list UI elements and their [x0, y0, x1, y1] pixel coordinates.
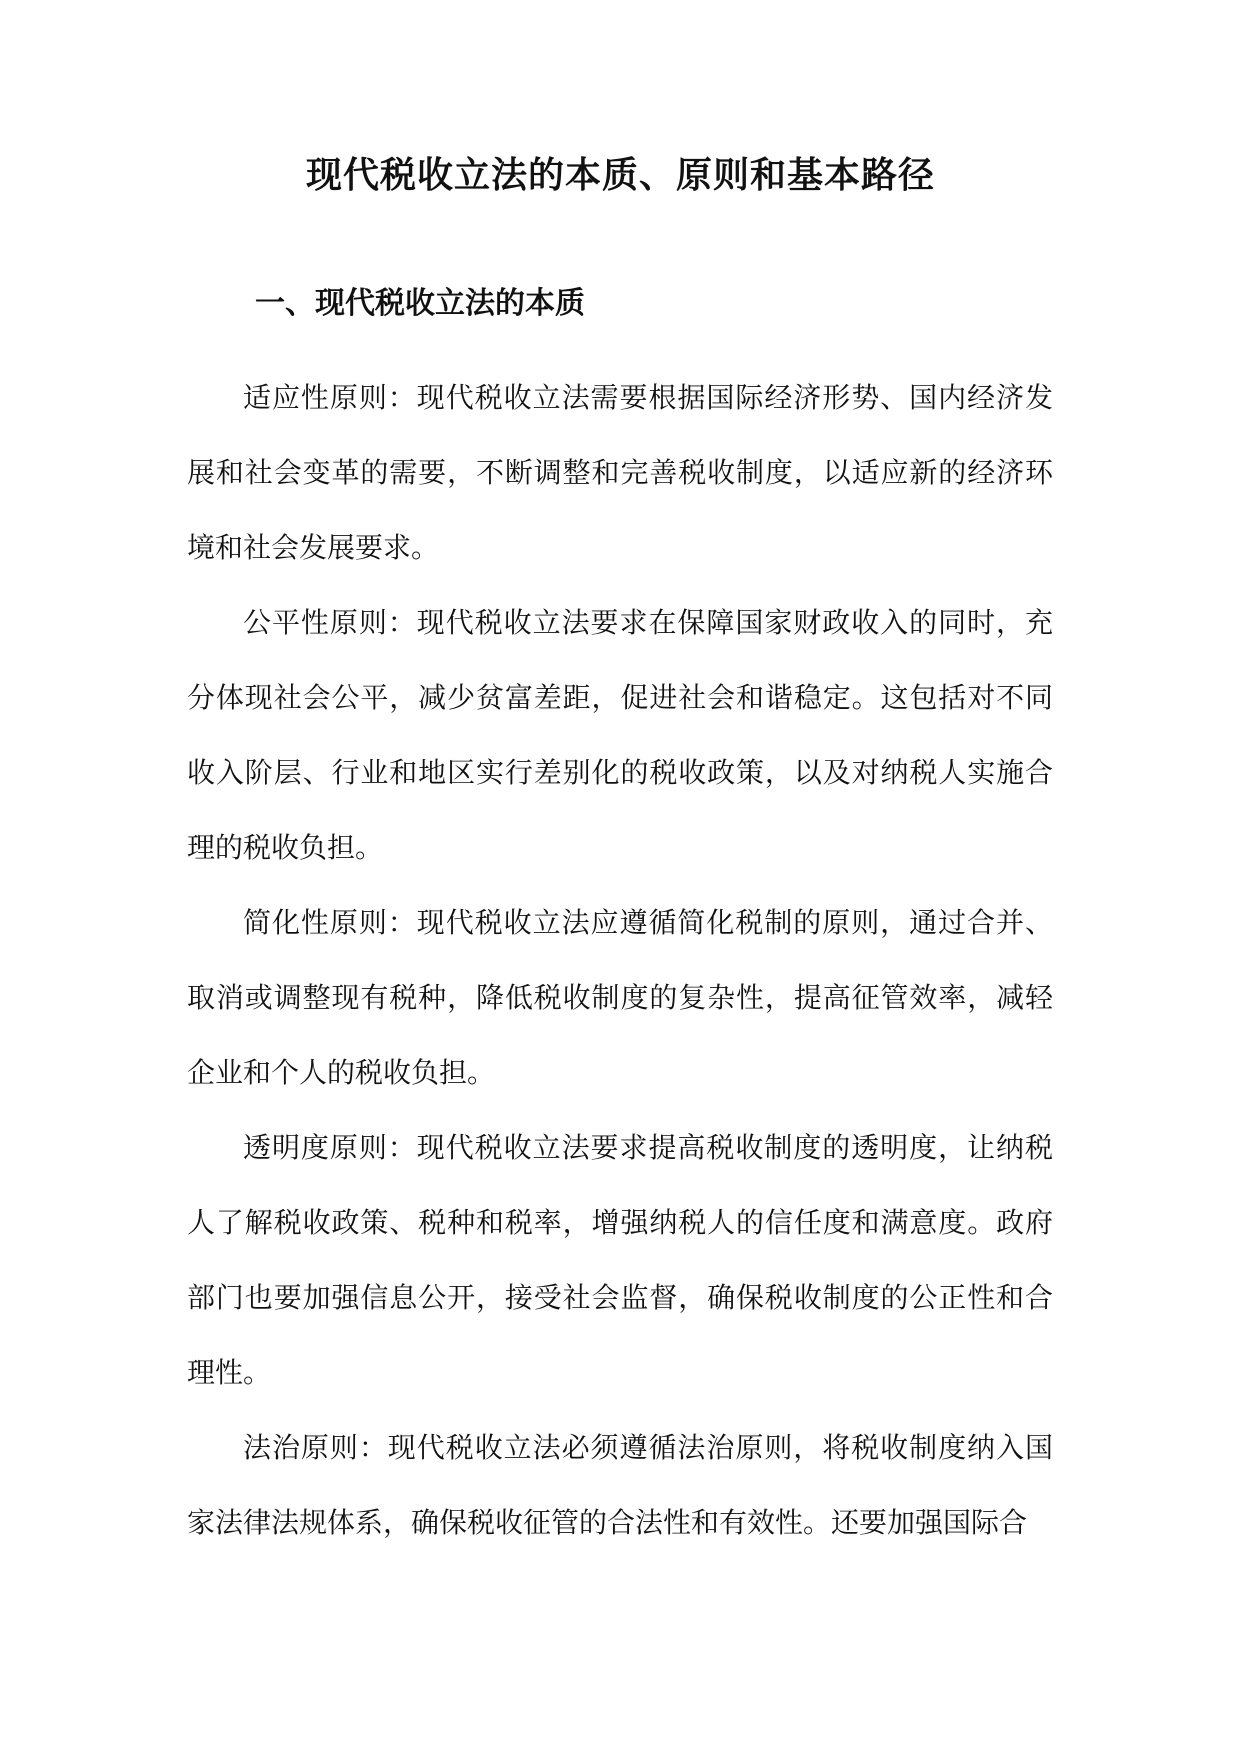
paragraph-simplicity: 简化性原则：现代税收立法应遵循简化税制的原则，通过合并、取消或调整现有税种，降低税收制度的复杂性，提高征管效率，减轻企业和个人的税收负担。	[187, 906, 1053, 1089]
paragraph-adaptability: 适应性原则：现代税收立法需要根据国际经济形势、国内经济发展和社会变革的需要，不断调整和完善税收制度，以适应新的经济环境和社会发展要求。	[187, 381, 1053, 564]
paragraph-fairness: 公平性原则：现代税收立法要求在保障国家财政收入的同时，充分体现社会公平，减少贫富差距，促进社会和谐稳定。这包括对不同收入阶层、行业和地区实行差别化的税收政策，以及对纳税人实施合理的税收负担。	[187, 606, 1053, 864]
document-title: 现代税收立法的本质、原则和基本路径	[305, 155, 935, 196]
paragraph-transparency: 透明度原则：现代税收立法要求提高税收制度的透明度，让纳税人了解税收政策、税种和税率，增强纳税人的信任度和满意度。政府部门也要加强信息公开，接受社会监督，确保税收制度的公正性和合理性。	[187, 1131, 1053, 1389]
document-body	[187, 360, 1053, 1560]
paragraph-rule-of-law: 法治原则：现代税收立法必须遵循法治原则，将税收制度纳入国家法律法规体系，确保税收征管的合法性和有效性。还要加强国际合	[187, 1431, 1053, 1539]
section-heading: 一、现代税收立法的本质	[255, 286, 585, 321]
